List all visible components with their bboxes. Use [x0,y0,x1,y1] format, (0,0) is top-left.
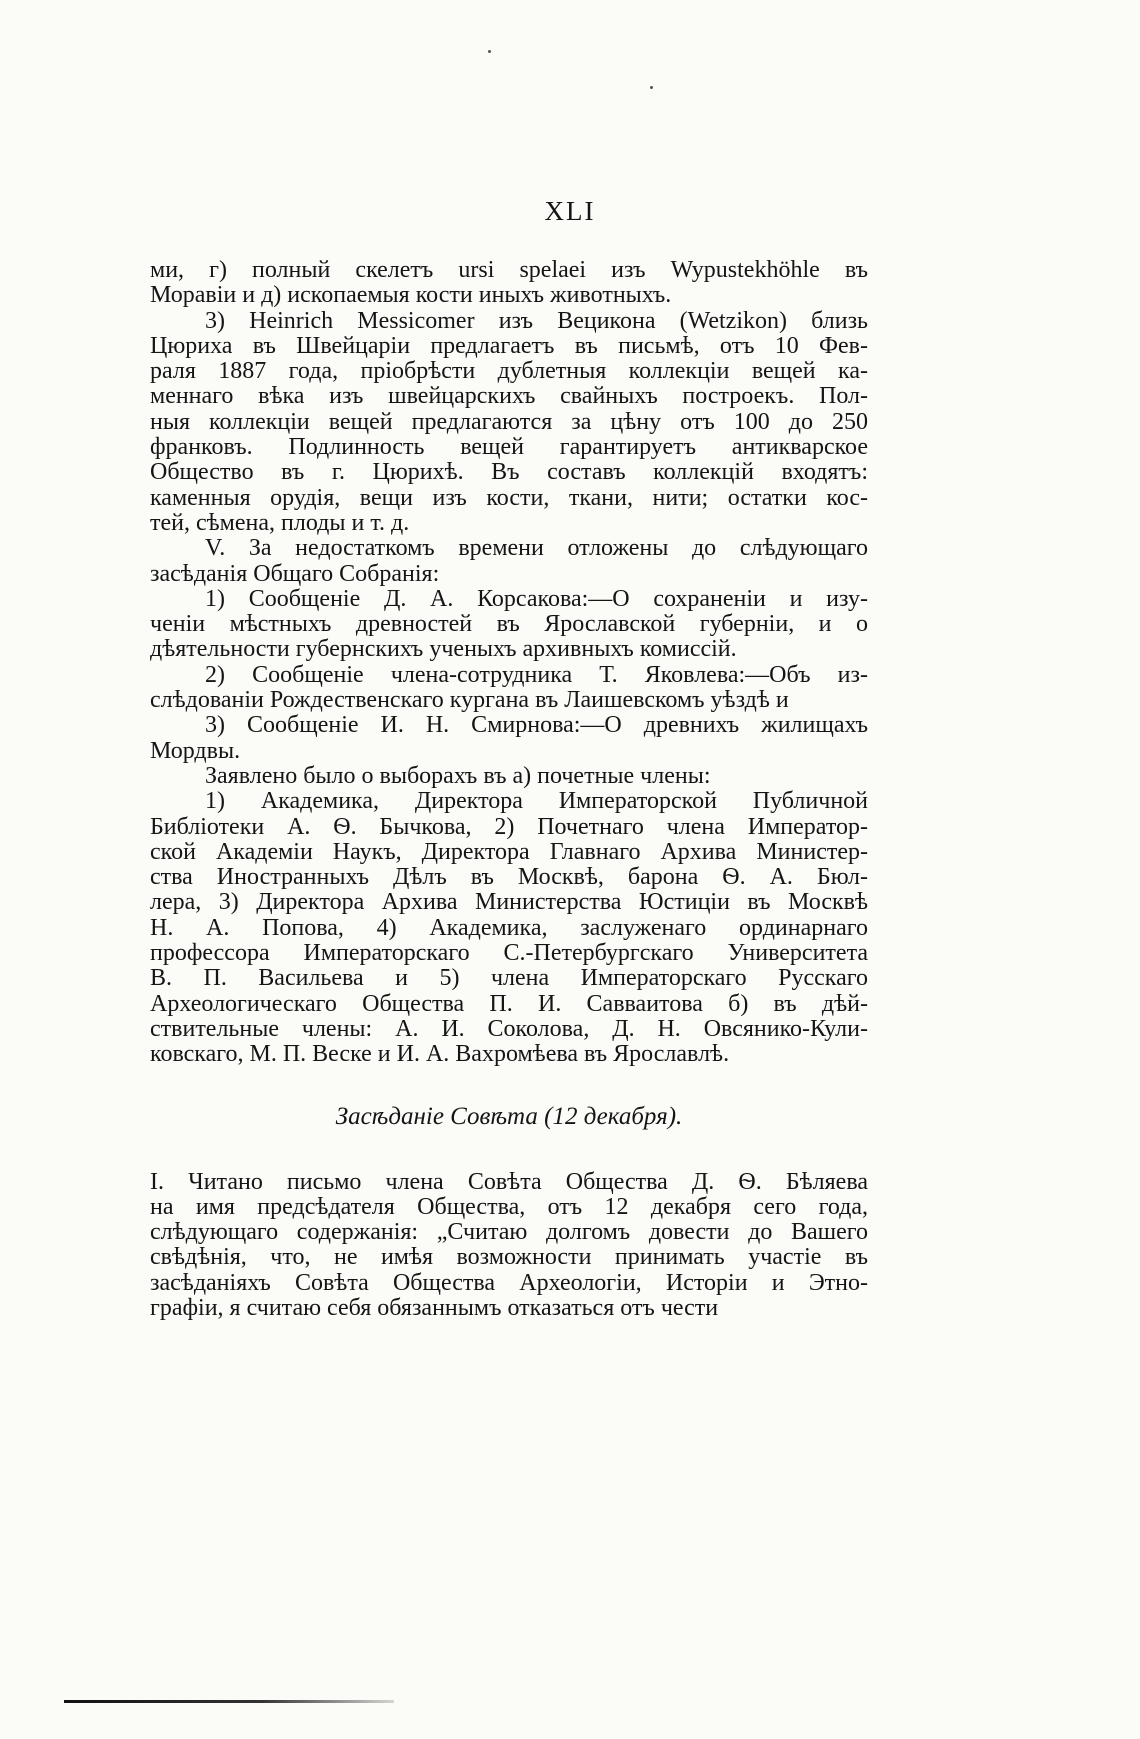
text-line: ковскаго, М. П. Веске и И. А. Вахромѣева въ Ярославлѣ. [150,1041,730,1068]
text-line: франковъ. Подлинность вещей гарантируетъ антикварское [150,434,868,461]
paragraph [150,663,868,714]
text-line: меннаго вѣка изъ швейцарскихъ свайныхъ построекъ. Пол- [150,383,868,410]
text-line: дѣятельности губернскихъ ученыхъ архивныхъ комиссій. [150,636,737,663]
paragraph [150,309,868,537]
section-heading: Засѣданіе Совѣта (12 декабря). [335,1102,683,1130]
text-line: Моравіи и д) ископаемыя кости иныхъ животныхъ. [150,282,672,309]
text-line: Н. А. Попова, 4) Академика, заслуженаго ординарнаго [150,914,868,941]
text-line: ской Академіи Наукъ, Директора Главнаго Архива Министер- [150,838,868,865]
text-line: слѣдующаго содержанія: „Считаю долгомъ довести до Вашего [150,1219,868,1246]
text-line: засѣданіяхъ Совѣта Общества Археологіи, Исторіи и Этно- [150,1269,868,1296]
text-line: Общество въ г. Цюрихѣ. Въ составъ коллекцій входятъ: [150,459,868,486]
text-line: Цюриха въ Швейцаріи предлагаетъ въ письмѣ, отъ 10 Фев- [150,332,868,359]
text-line: ченіи мѣстныхъ древностей въ Ярославской губерніи, и о [150,611,868,638]
text-line: профессора Императорскаго С.-Петербургскаго Университета [150,940,868,967]
body-text [150,258,868,1321]
text-line: ми, г) полный скелетъ ursi spelaei изъ Wypustekhöhle въ [150,257,868,283]
page-number: XLI [544,196,596,226]
text-line: Заявлено было о выборахъ въ а) почетные члены: [205,762,711,789]
text-line: слѣдованіи Рождественскаго кургана въ Лаишевскомъ уѣздѣ и [150,687,789,714]
print-speck [488,50,491,53]
text-line: Мордвы. [150,737,241,764]
footer-rule [64,1700,394,1703]
text-line: 3) Heinrich Messicomer изъ Вецикона (Wetzikon) близь [205,307,868,334]
text-line: 1) Академика, Директора Императорской Публичной [205,788,868,815]
text-line: каменныя орудія, вещи изъ кости, ткани, нити; остатки кос- [150,484,868,511]
text-line: лера, 3) Директора Архива Министерства Юстиціи въ Москвѣ [150,889,868,916]
text-line: Библіотеки А. Ѳ. Бычкова, 2) Почетнаго члена Император- [150,813,868,840]
text-line: ныя коллекціи вещей предлагаются за цѣну отъ 100 до 250 [150,408,868,435]
text-line: на имя предсѣдателя Общества, отъ 12 декабря сего года, [150,1193,868,1220]
text-line: 3) Сообщеніе И. Н. Смирнова:—О древнихъ жилищахъ [205,712,868,739]
paragraph [150,713,868,764]
paragraph [150,587,868,663]
paragraph [150,536,868,587]
text-line: раля 1887 года, пріобрѣсти дублетныя коллекціи вещей ка- [150,358,868,385]
text-line: 1) Сообщеніе Д. А. Корсакова:—О сохраненіи и изу- [205,585,868,612]
text-line: графіи, я считаю себя обязаннымъ отказаться отъ чести [150,1294,719,1321]
paragraph [150,258,868,309]
text-line: I. Читано письмо члена Совѣта Общества Д. Ѳ. Бѣляева [150,1168,868,1195]
paragraph [150,789,868,1067]
text-line: 2) Сообщеніе члена-сотрудника Т. Яковлева:—Объ из- [205,661,868,688]
text-line: ства Иностранныхъ Дѣлъ въ Москвѣ, барона Ѳ. А. Бюл- [150,864,868,891]
text-line: тей, сѣмена, плоды и т. д. [150,509,410,536]
text-line: В. П. Васильева и 5) члена Императорскаго Русскаго [150,965,868,992]
paragraph [150,764,868,789]
text-line: засѣданія Общаго Собранія: [150,560,440,587]
text-line: свѣдѣнія, что, не имѣя возможности принимать участіе въ [150,1244,868,1271]
paragraph [150,1170,868,1322]
print-speck [650,86,653,89]
text-line: ствительные члены: А. И. Соколова, Д. Н. Овсянико-Кули- [150,1015,868,1042]
text-line: Археологическаго Общества П. И. Савваитова б) въ дѣй- [150,990,868,1017]
text-line: V. За недостаткомъ времени отложены до слѣдующаго [205,535,868,562]
